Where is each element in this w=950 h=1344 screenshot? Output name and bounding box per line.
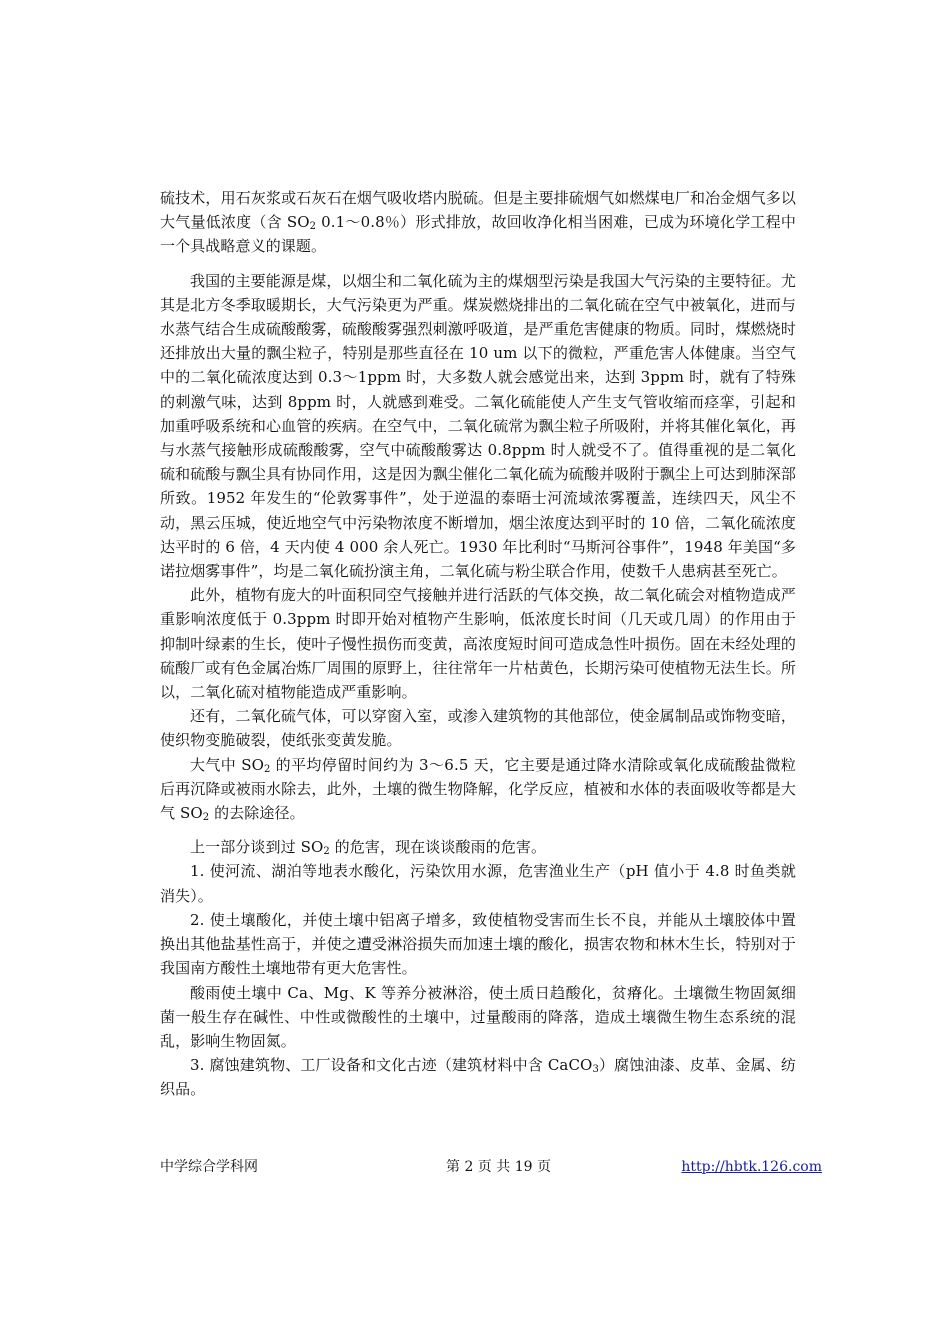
paragraph-1 bbox=[160, 186, 796, 259]
paragraph-1-text: 硫技术，用石灰浆或石灰石在烟气吸收塔内脱硫。但是主要排硫烟气如燃煤电厂和冶金烟气多以大气量低浓度（含 SO bbox=[160, 189, 796, 232]
subscript: 3 bbox=[592, 1064, 599, 1076]
paragraph-5-text: 大气中 SO bbox=[190, 755, 265, 774]
subscript: 2 bbox=[309, 221, 317, 233]
paragraph-1-text-cont: 0.1～0.8％）形式排放，故回收净化相当困难，已成为环境化学工程中一个具战略意义的课题。 bbox=[160, 213, 796, 256]
paragraph-9: 酸雨使土壤中 Ca、Mg、K 等养分被淋浴，使土质日趋酸化，贫瘠化。土壤微生物固氮细菌一般生存在碱性、中性或微酸性的土壤中，过量酸雨的降落，造成土壤微生物生态系统的混乱，影响生物固氮。 bbox=[160, 983, 796, 1050]
page-footer bbox=[160, 1157, 822, 1177]
subscript: 2 bbox=[202, 812, 210, 824]
paragraph-3: 此外，植物有庞大的叶面积同空气接触并进行活跃的气体交换，故二氧化硫会对植物造成严重影响浓度低于 0.3ppm 时即开始对植物产生影响，低浓度长时间（几天或几周）的作用由于抑制叶绿素的生长，使叶子慢性损伤而变黄，高浓度短时间可造成急性叶损伤。固在未经处理的硫酸厂或有色金属冶炼厂周围的原野上，往往常年一片枯黄色，长期污染可使植物无法生长。所以，二氧化硫对植物能造成严重影响。 bbox=[160, 586, 796, 702]
paragraph-5 bbox=[160, 753, 796, 826]
subscript: 2 bbox=[264, 763, 271, 775]
paragraph-5-text-end: 的去除途径。 bbox=[209, 804, 305, 823]
document-body bbox=[160, 186, 796, 1102]
list-item-2: 2. 使土壤酸化，并使土壤中铝离子增多，致使植物受害而生长不良，并能从土壤胶体中置换出其他盐基性高于，并使之遭受淋浴损失而加速土壤的酸化，损害农物和林木生长，特别对于我国南方酸性土壤地带有更大危害性。 bbox=[160, 910, 796, 978]
paragraph-6 bbox=[160, 835, 796, 859]
footer-page-number: 第 2 页 共 19 页 bbox=[446, 1159, 551, 1175]
subscript: 2 bbox=[323, 846, 330, 858]
paragraph-6-text: 上一部分谈到过 SO bbox=[190, 838, 324, 857]
footer-site-name: 中学综合学科网 bbox=[160, 1159, 258, 1175]
list-item-3-text-cont: ）腐蚀油漆、皮革、金属、纺织品。 bbox=[160, 1056, 796, 1099]
list-item-3-text: 3. 腐蚀建筑物、工厂设备和文化古迹（建筑材料中含 CaCO bbox=[190, 1056, 593, 1075]
footer-url-link[interactable]: http://hbtk.126.com bbox=[681, 1159, 822, 1175]
paragraph-5-text-cont: 的平均停留时间约为 3～6.5 天，它主要是通过降水清除或氧化成硫酸盐微粒后再沉降或被雨水除去，此外，土壤的微生物降解，化学反应，植被和水体的表面吸收等都是大气 SO bbox=[160, 755, 796, 823]
paragraph-2: 我国的主要能源是煤，以烟尘和二氧化硫为主的煤烟型污染是我国大气污染的主要特征。尤其是北方冬季取暖期长，大气污染更为严重。煤炭燃烧排出的二氧化硫在空气中被氧化，进而与水蒸气结合生成硫酸酸雾，硫酸酸雾强烈刺激呼吸道，是严重危害健康的物质。同时，煤燃烧时还排放出大量的飘尘粒子，特别是那些直径在 10 um 以下的微粒，严重危害人体健康。当空气中的二氧化硫浓度达到 0.3～1ppm 时，大多数人就会感觉出来，达到 3ppm 时，就有了特殊的刺激气味，达到 8ppm 时，人就感到难受。二氧化硫能使人产生支气管收缩而痉挛，引起和加重呼吸系统和心血管的疾病。在空气中，二氧化硫常为飘尘粒子所吸附，并将其催化氧化，再与水蒸气接触形成硫酸酸雾，空气中硫酸酸雾达 0.8ppm 时人就受不了。值得重视的是二氧化硫和硫酸与飘尘具有协同作用，这是因为飘尘催化二氧化硫为硫酸并吸附于飘尘上可达到肺深部所致。1952 年发生的“伦敦雾事件”，处于逆温的泰晤士河流域浓雾覆盖，连续四天，风尘不动，黑云压城，使近地空气中污染物浓度不断增加，烟尘浓度达到平时的 10 倍，二氧化硫浓度达平时的 6 倍，4 天内使 4 000 余人死亡。1930 年比利时“马斯河谷事件”，1948 年美国“多诺拉烟雾事件”，均是二氧化硫扮演主角，二氧化硫与粉尘联合作用，使数千人患病甚至死亡。 bbox=[160, 271, 796, 581]
paragraph-4: 还有，二氧化硫气体，可以穿窗入室，或渗入建筑物的其他部位，使金属制品或饰物变暗，使织物变脆破裂，使纸张变黄发脆。 bbox=[160, 707, 796, 750]
paragraph-6-text-cont: 的危害，现在谈谈酸雨的危害。 bbox=[329, 838, 547, 857]
list-item-1: 1. 使河流、湖泊等地表水酸化，污染饮用水源，危害渔业生产（pH 值小于 4.8 时鱼类就消失）。 bbox=[160, 862, 796, 905]
list-item-3 bbox=[160, 1053, 796, 1101]
